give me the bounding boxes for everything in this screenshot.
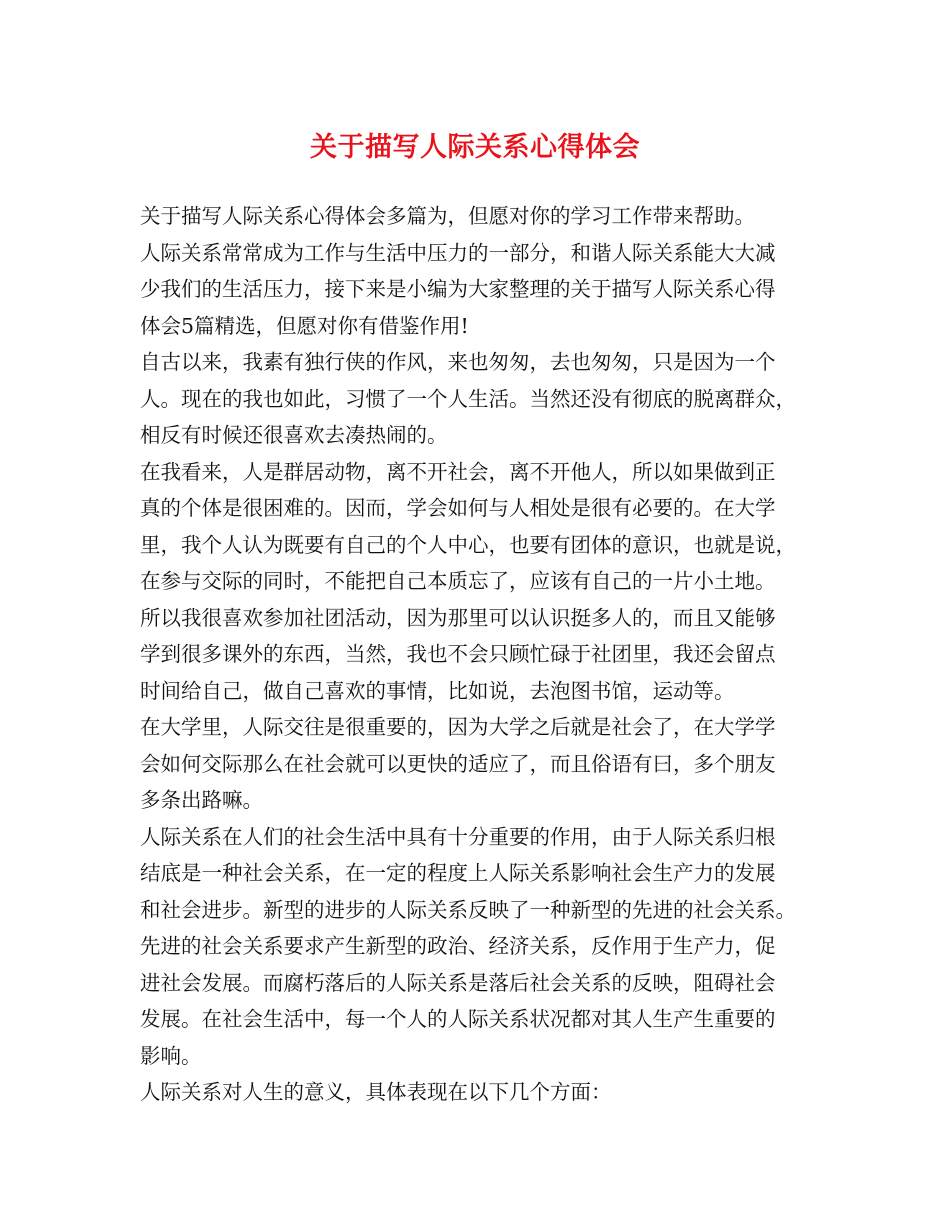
document-body bbox=[140, 198, 824, 1111]
body-line: 进社会发展。而腐朽落后的人际关系是落后社会关系的反映，阻碍社会 bbox=[140, 970, 776, 995]
body-line: 时间给自己，做自己喜欢的事情，比如说，去泡图书馆，运动等。 bbox=[140, 678, 735, 703]
body-line: 结底是一种社会关系，在一定的程度上人际关系影响社会生产力的发展 bbox=[140, 861, 776, 885]
body-line: 里，我个人认为既要有自己的个人中心，也要有团体的意识，也就是说， bbox=[140, 532, 796, 557]
body-line: 自古以来，我素有独行侠的作风，来也匆匆，去也匆匆，只是因为一个 bbox=[140, 350, 776, 374]
body-line: 人际关系在人们的社会生活中具有十分重要的作用，由于人际关系归根 bbox=[140, 824, 776, 849]
body-line: 发展。在社会生活中，每一个人的人际关系状况都对其人生产生重要的 bbox=[140, 1007, 776, 1031]
body-line: 相反有时候还很喜欢去凑热闹的。 bbox=[140, 423, 448, 447]
body-line: 会如何交际那么在社会就可以更快的适应了，而且俗语有曰，多个朋友 bbox=[140, 751, 776, 776]
body-line: 在大学里，人际交往是很重要的，因为大学之后就是社会了，在大学学 bbox=[140, 715, 776, 739]
body-line: 所以我很喜欢参加社团活动，因为那里可以认识挺多人的，而且又能够 bbox=[140, 605, 776, 630]
body-line: 多条出路嘛。 bbox=[140, 788, 263, 812]
document-title: 关于描写人际关系心得体会 bbox=[310, 132, 640, 163]
body-line: 体会5篇精选，但愿对你有借鉴作用! bbox=[140, 313, 469, 338]
body-line: 在参与交际的同时，不能把自己本质忘了，应该有自己的一片小土地。 bbox=[140, 569, 776, 593]
body-line: 人际关系常常成为工作与生活中压力的一部分，和谐人际关系能大大减 bbox=[140, 240, 776, 265]
body-line: 在我看来，人是群居动物，离不开社会，离不开他人，所以如果做到正 bbox=[140, 459, 776, 484]
body-line: 真的个体是很困难的。因而，学会如何与人相处是很有必要的。在大学 bbox=[140, 496, 776, 520]
body-line: 人际关系对人生的意义，具体表现在以下几个方面： bbox=[140, 1080, 612, 1104]
body-line: 人。现在的我也如此，习惯了一个人生活。当然还没有彻底的脱离群众， bbox=[140, 386, 796, 411]
body-line: 影响。 bbox=[140, 1043, 202, 1068]
body-line: 关于描写人际关系心得体会多篇为，但愿对你的学习工作带来帮助。 bbox=[140, 204, 755, 228]
body-line: 和社会进步。新型的进步的人际关系反映了一种新型的先进的社会关系。 bbox=[140, 897, 796, 922]
body-line: 少我们的生活压力，接下来是小编为大家整理的关于描写人际关系心得 bbox=[140, 277, 776, 301]
body-line: 先进的社会关系要求产生新型的政治、经济关系，反作用于生产力，促 bbox=[140, 934, 776, 958]
body-line: 学到很多课外的东西，当然，我也不会只顾忙碌于社团里，我还会留点 bbox=[140, 642, 776, 666]
